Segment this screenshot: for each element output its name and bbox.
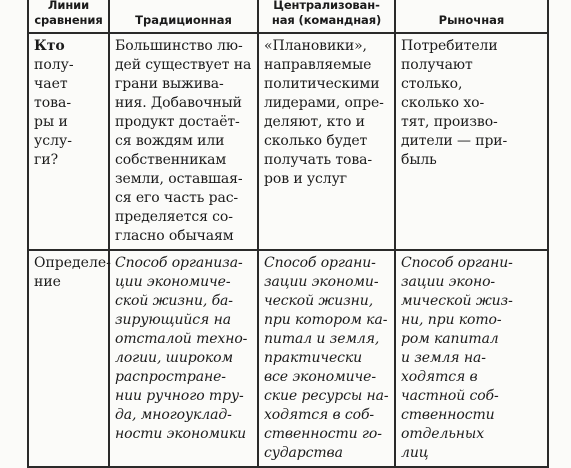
cell-command-who: «Плановики», направляемые политическими лидерами, опре- деляют, кто и сколько будет получать това- ров и услуг <box>258 33 395 250</box>
table-row-definition <box>28 250 548 467</box>
table-row-who-receives <box>28 33 548 250</box>
cell-market-definition: Способ органи- зации эконо- мической жиз- ни, при кото- ром капитал и земля на- ходятся в частной соб- ственности отдельных лиц <box>395 250 548 467</box>
table-header-row <box>28 0 548 33</box>
economic-systems-table <box>27 0 549 468</box>
criteria-lead-word: Кто <box>34 38 65 54</box>
cell-market-who: Потребители получают столько, сколько хо- тят, произво- дители — при- быль <box>395 33 548 250</box>
cell-traditional-definition: Способ организа- ции экономиче- ской жизни, ба- зирующийся на отсталой техно- логии, широком распростране- нии ручного тру- да, многоуклад- ности экономики <box>109 250 258 467</box>
cell-traditional-who: Большинство лю- дей существует на грани выжива- ния. Добавочный продукт достаёт- ся вождям или собственникам земли, оставшая- ся его часть рас- пределяется со- гласно обычаям <box>109 33 258 250</box>
header-traditional: Традиционная <box>109 0 258 33</box>
cell-criteria-who <box>28 33 109 250</box>
header-market: Рыночная <box>395 0 548 33</box>
cell-criteria-definition: Определе- ние <box>28 250 109 467</box>
cell-command-definition: Способ органи- зации экономи- ческой жизни, при котором ка- питал и земля, практически все экономиче- ские ресурсы на- ходятся в соб- ственности го- сударства <box>258 250 395 467</box>
header-command: Централизован- ная (командная) <box>258 0 395 33</box>
header-criteria: Линии сравнения <box>28 0 109 33</box>
criteria-rest: полу- чает това- ры и услу- ги? <box>34 57 74 168</box>
